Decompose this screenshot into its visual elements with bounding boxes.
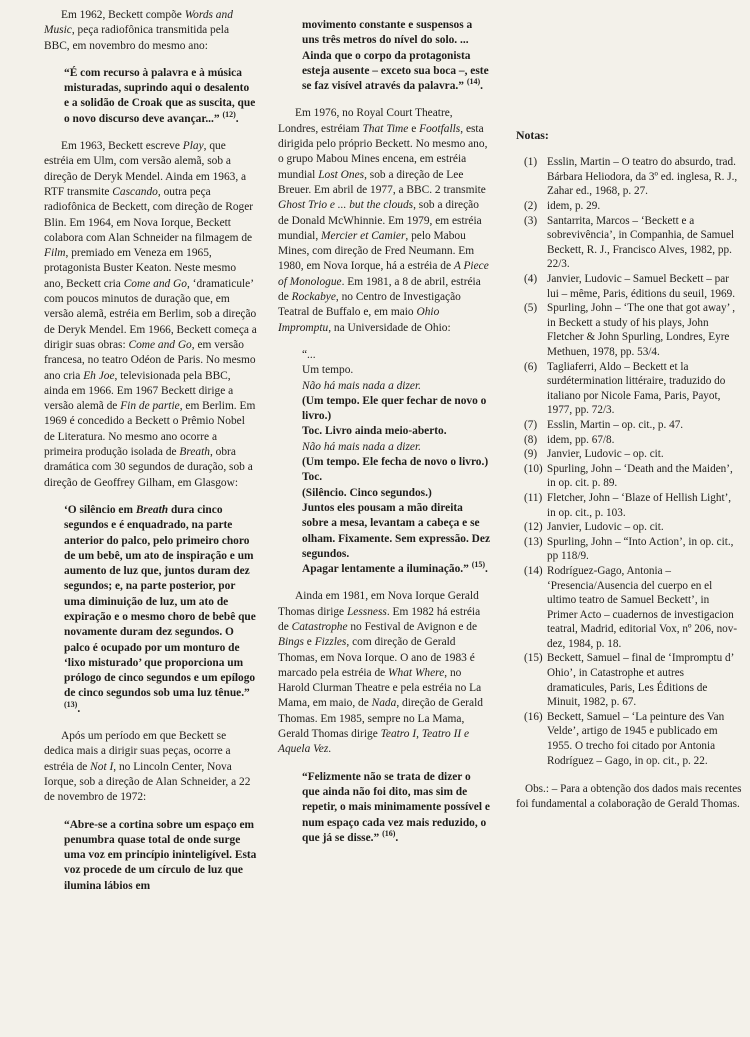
note-number: (2) [524,200,538,213]
note-item [516,710,742,768]
column-2 [278,18,491,846]
note-item [516,520,742,535]
note-number: (13) [524,535,543,548]
note-text: Janvier, Ludovic – op. cit. [547,448,664,461]
note-item [516,301,742,359]
paragraph-not-i: Após um período em que Beckett se dedica mais a dirigir suas peças, ocorre a estréia de Not I, no Lincoln Center, Nova Iorque, sob a direção de Alan Schneider, a 22 de novembro de 1972: [44,730,251,804]
note-item [516,564,742,652]
note-item [516,651,742,709]
notes-title: Notas: [516,128,549,142]
note-text: Spurling, John – “Into Action’, in op. cit., pp 118/9. [547,535,734,563]
note-item [516,360,742,418]
note-number: (5) [524,302,538,315]
note-item [516,491,742,520]
note-text: Rodríguez-Gago, Antonia – ‘Presencia/Ausencia del cuerpo en el ultimo teatro de Samuel Beckett’, in Primer Acto – cuadernos de investigacion teatral, Madrid, editorial Vox, nº 206, nov-dez, 1984, p. 18. [547,564,738,650]
note-text: Janvier, Ludovic – Samuel Beckett – par lui – même, Paris, éditions du seuil, 1969. [547,273,735,300]
notes-list [516,155,742,768]
note-number: (8) [524,433,538,446]
note-item [516,447,742,462]
quote-line: Toc. Livro ainda meio-aberto. [302,425,447,438]
quote-line: (Um tempo. Ele quer fechar de novo o livro.) [302,394,487,423]
note-number: (6) [524,360,538,373]
obs-note: Obs.: – Para a obtenção dos dados mais recentes foi fundamental a colaboração de Gerald Thomas. [516,783,742,810]
quote-line: Juntos eles pousam a mão direita sobre a mesa, levantam a cabeça e se olham. Fixamente. Sem expressão. Dez segundos. [302,501,491,560]
note-item [516,214,742,272]
note-item [516,433,742,448]
note-text: idem, p. 29. [547,200,601,213]
note-text: Santarrita, Marcos – ‘Beckett e a sobrevivência’, in Companhia, de Samuel Beckett, R. J., Francisco Alves, 1982, pp. 22/3. [547,214,735,271]
note-text: Beckett, Samuel – final de ‘Impromptu d’ Ohio’, in Catastrophe et autres dramaticules, Paris, Les Éditions de Minuit, 1982, p. 67. [547,652,734,709]
note-text: Spurling, John – ‘The one that got away’ , in Beckett a study of his plays, John Fletcher & John Spurling, Londres, Eyre Methuen, 1978, pp. 53/4. [547,302,736,359]
quote-van-velde: “Felizmente não se trata de dizer o que ainda não foi dito, mas sim de repetir, o mais minimamente possível e num espaço cada vez mais reduzido, o que já se disse.” $^{(16)}$. [302,770,490,844]
note-text: Beckett, Samuel – ‘La peinture des Van Velde’, artigo de 1945 e publicado em 1955. O trecho foi citado por Antonia Rodríguez – Gago, in op. cit., p. 22. [547,710,725,767]
note-number: (7) [524,418,538,431]
quote-line: Apagar lentamente a iluminação.” $^{(15)}$. [302,560,488,576]
note-item [516,535,742,564]
note-text: Esslin, Martin – op. cit., p. 47. [547,418,684,431]
note-number: (3) [524,214,538,227]
quote-line: Um tempo. [302,364,354,377]
note-number: (1) [524,156,538,169]
note-text: Spurling, John – ‘Death and the Maiden’, in op. cit. p. 89. [547,462,733,490]
note-number: (10) [524,462,543,475]
quote-line: Não há mais nada a dizer. [302,379,421,392]
quote-words-and-music: “É com recurso à palavra e à música misturadas, suprindo aqui o desalento e a solidão de Croak que as suscita, que o novo discurso deve avançar...” $^{(12)}$. [64,66,256,125]
note-text: idem, pp. 67/8. [547,433,615,446]
quote-line: (Silêncio. Cinco segundos.) [302,486,432,499]
paragraph-lessness: Ainda em 1981, em Nova Iorque Gerald Thomas dirige Lessness. Em 1982 há estréia de Catastrophe no Festival de Avignon e de Bings e Fizzles, com direção de Gerald Thomas, em Nova Iorque. O ano de 1983 é marcado pela estréia de What Where, no Harold Clurman Theatre e pela estréia no La Mama, em maio, de Nada, direção de Gerald Thomas. Em 1985, sempre no La Mama, Gerald Thomas dirige Teatro I, Teatro II e Aquela Vez. [278,590,483,756]
note-text: Esslin, Martin – O teatro do absurdo, trad. Bárbara Heliodora, da 3º ed. inglesa, R. J., Zahar ed., 1968, p. 27. [547,156,738,198]
quote-line: Não há mais nada a dizer. [302,440,421,453]
note-number: (4) [524,273,538,286]
note-number: (9) [524,448,538,461]
quote-line: Toc. [302,471,323,484]
note-text: Janvier, Ludovic – op. cit. [547,521,664,534]
note-item [516,418,742,433]
column-1 [44,8,257,894]
note-text: Tagliaferri, Aldo – Beckett et la surdétermination littéraire, traduzido do italiano por Nicole Fama, Paris, Payot, 1977, pp. 72/3. [547,360,726,417]
quote-ohio-impromptu [302,348,491,577]
note-number: (14) [524,564,543,577]
quote-not-i: “Abre-se a cortina sobre um espaço em penumbra quase total de onde surge uma voz em princípio ininteligível. Esta voz procede de um círculo de luz que ilumina lábios em [64,818,257,892]
quote-line: “... [302,348,316,361]
quote-not-i-continued: movimento constante e suspensos a uns três metros do nível do solo. ... Ainda que o corpo da protagonista esteja ausente – exceto sua boca –, este se faz visível através da palavra.” $^{(14)}$. [302,19,489,93]
note-number: (12) [524,521,543,534]
quote-breath: ‘O silêncio em Breath dura cinco segundos e é enquadrado, na parte anterior do palco, pelo primeiro choro de um bebê, um ato de inspiração e um aumento de luz que, juntos duram dez segundos; e, na parte posterior, por uma diminuição de luz, um ato de expiração e o mesmo choro de bebê que novamente duram dez segundos. O palco é ocupado por um monturo de ‘lixo misturado’ que proporciona um prólogo de cinco segundos e um epílogo de cinco segundos sob uma luz tênue.” $^{(13)}$. [64,503,256,715]
note-item [516,272,742,301]
note-text: Fletcher, John – ‘Blaze of Hellish Light’, in op. cit., p. 103. [547,491,732,519]
note-item [516,199,742,214]
paragraph-play: Em 1963, Beckett escreve Play, que estréia em Ulm, com versão alemã, sob a direção de Deryk Mendel. Ainda em 1963, a RTF transmite Cascando, outra peça radiofônica de Beckett, com direção de Roger Blin. Em 1964, em Nova Iorque, Beckett colabora com Alan Schneider na filmagem de Film, premiado em Veneza em 1965, protagonista Buster Keaton. Neste mesmo ano, Beckett cria Come and Go, ‘dramaticule’ com poucos minutos de duração que, em versão alemã, estréia em Berlim, sob a direção de Deryk Mendel. Em 1966, Beckett começa a dirigir suas obras: Come and Go, em versão francesa, no teatro Odéon de Paris. No mesmo ano cria Eh Joe, televisionada pela BBC, ainda em 1966. Em 1967 Beckett dirige a versão alemã de Fin de partie, em Berlim. Em 1969 é concedido a Beckett o Prêmio Nobel de Literatura. No mesmo ano ocorre a primeira produção isolada de Breath, obra dramática com 30 segundos de duração, sob a direção de Geoffrey Gilham, em Glasgow: [44,140,257,489]
note-number: (15) [524,652,543,665]
paragraph-that-time: Em 1976, no Royal Court Theatre, Londres, estréiam That Time e Footfalls, esta dirigida pelo próprio Beckett. No mesmo ano, o grupo Mabou Mines encena, em estréia mundial Lost Ones, sob a direção de Lee Breuer. Em abril de 1977, a BBC. 2 transmite Ghost Trio e ... but the clouds, sob a direção de Donald McWhinnie. Em 1979, em estréia mundial, Mercier et Camier, pelo Mabou Mines, com direção de Fred Neumann. Em 1980, em Nova Iorque, há a estréia de A Piece of Monologue. Em 1981, a 8 de abril, estréia de Rockabye, no Centro de Investigação Teatral de Buffalo e, em maio Ohio Impromptu, na Universidade de Ohio: [278,107,489,334]
note-number: (11) [524,491,543,504]
note-number: (16) [524,710,543,723]
column-3 [516,128,742,811]
quote-line: (Um tempo. Ele fecha de novo o livro.) [302,456,489,469]
paragraph-words-and-music: Em 1962, Beckett compõe Words and Music, peça radiofônica transmitida pela BBC, em novembro do mesmo ano: [44,9,233,52]
note-item [516,462,742,491]
note-item [516,155,742,199]
